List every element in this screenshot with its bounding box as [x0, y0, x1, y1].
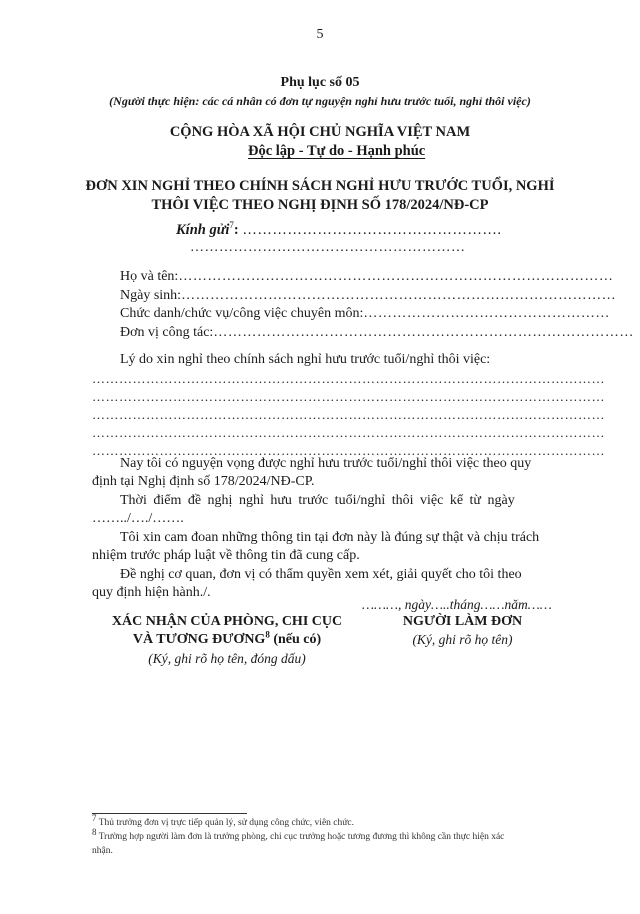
addressee-colon: : — [233, 222, 239, 238]
date-line: ………, ngày…..tháng……năm…… — [362, 597, 552, 612]
page-number: 5 — [316, 27, 324, 42]
footnote-7 — [92, 813, 354, 829]
form-title-line2: THÔI VIỆC THEO NGHỊ ĐỊNH SỐ 178/2024/NĐ-CP — [151, 197, 489, 213]
reason-dots-line: …………………………………………………………………………………………………… — [92, 389, 605, 404]
body-p4-line2: quy định hiện hành./. — [92, 585, 211, 600]
field-label: Họ và tên: — [120, 269, 179, 284]
footnote-number: 8 — [92, 827, 97, 837]
reason-dots-line: …………………………………………………………………………………………………… — [92, 425, 605, 440]
body-p1-line2: định tại Nghị định số 178/2024/NĐ-CP. — [92, 474, 315, 489]
field-dots: ……………………………………………………………………………… — [181, 288, 617, 303]
addressee-line — [176, 222, 502, 239]
right-signature-note: (Ký, ghi rõ họ tên) — [412, 632, 513, 647]
reason-dots-line: …………………………………………………………………………………………………… — [92, 443, 605, 458]
field-label: Ngày sinh: — [120, 288, 182, 303]
footnote-ref-8: 8 — [265, 629, 270, 640]
left-signature-note: (Ký, ghi rõ họ tên, đóng dấu) — [148, 651, 306, 666]
appendix-subtitle: (Người thực hiện: các cá nhân có đơn tự nguyện nghỉ hưu trước tuổi, nghỉ thôi việc) — [109, 94, 531, 108]
field-date-of-birth — [120, 288, 616, 304]
body-p3-line2: nhiệm trước pháp luật về thông tin đã cung cấp. — [92, 548, 360, 563]
footnote-8 — [92, 827, 505, 843]
addressee-dots-2: ………………………………………………… — [190, 240, 466, 255]
body-p2-line2: ……../…./……. — [92, 511, 184, 526]
form-title-line1: ĐƠN XIN NGHỈ THEO CHÍNH SÁCH NGHỈ HƯU TRƯỚC TUỔI, NGHỈ — [85, 178, 555, 194]
field-full-name — [120, 269, 613, 285]
field-dots: …………………………………………… — [363, 306, 610, 321]
left-signature-subtitle — [92, 629, 362, 648]
body-p1-line1: Nay tôi có nguyện vọng được nghỉ hưu trước tuổi/nghỉ thôi việc theo quy — [120, 456, 532, 471]
footnote-ref-7: 7 — [229, 220, 234, 231]
left-signature-subtitle-suffix: (nếu có) — [269, 632, 322, 647]
footnote-number: 7 — [92, 813, 97, 823]
field-work-unit — [120, 325, 634, 341]
body-p2-line1: Thời điểm đề nghị nghỉ hưu trước tuổi/nghỉ thôi việc kể từ ngày — [120, 493, 515, 508]
field-label: Đơn vị công tác: — [120, 325, 214, 340]
field-dots: …………………………………………………………………………… — [213, 325, 634, 340]
national-title: CỘNG HÒA XÃ HỘI CHỦ NGHĨA VIỆT NAM — [169, 124, 471, 140]
national-motto: Độc lập - Tự do - Hạnh phúc — [248, 143, 426, 159]
appendix-title: Phụ lục số 05 — [280, 75, 360, 90]
reason-label: Lý do xin nghỉ theo chính sách nghỉ hưu trước tuổi/nghỉ thôi việc: — [120, 352, 491, 367]
reason-dots-line: …………………………………………………………………………………………………… — [92, 371, 605, 386]
field-label: Chức danh/chức vụ/công việc chuyên môn: — [120, 306, 364, 321]
left-signature-title: XÁC NHẬN CỦA PHÒNG, CHI CỤC — [111, 614, 343, 629]
field-position — [120, 306, 610, 322]
footnote-text: Trường hợp người làm đơn là trưởng phòng, chi cục trưởng hoặc tương đương thì không cần thực hiện xác — [96, 832, 505, 843]
body-p4-line1: Đề nghị cơ quan, đơn vị có thẩm quyền xem xét, giải quyết cho tôi theo — [120, 567, 522, 582]
footnote-8-continuation: nhận. — [92, 846, 113, 856]
addressee-dots-1: ……………………………………………. — [242, 222, 502, 238]
footnote-divider — [92, 813, 247, 814]
right-signature-title: NGƯỜI LÀM ĐƠN — [402, 614, 523, 629]
left-signature-subtitle-text: VÀ TƯƠNG ĐƯƠNG — [132, 632, 266, 647]
field-dots: ……………………………………………………………………………… — [178, 269, 614, 284]
addressee-label: Kính gửi — [176, 222, 230, 238]
body-p3-line1: Tôi xin cam đoan những thông tin tại đơn này là đúng sự thật và chịu trách — [120, 530, 540, 545]
reason-dots-line: …………………………………………………………………………………………………… — [92, 407, 605, 422]
footnote-text: Thủ trưởng đơn vị trực tiếp quản lý, sử dụng công chức, viên chức. — [96, 818, 354, 829]
